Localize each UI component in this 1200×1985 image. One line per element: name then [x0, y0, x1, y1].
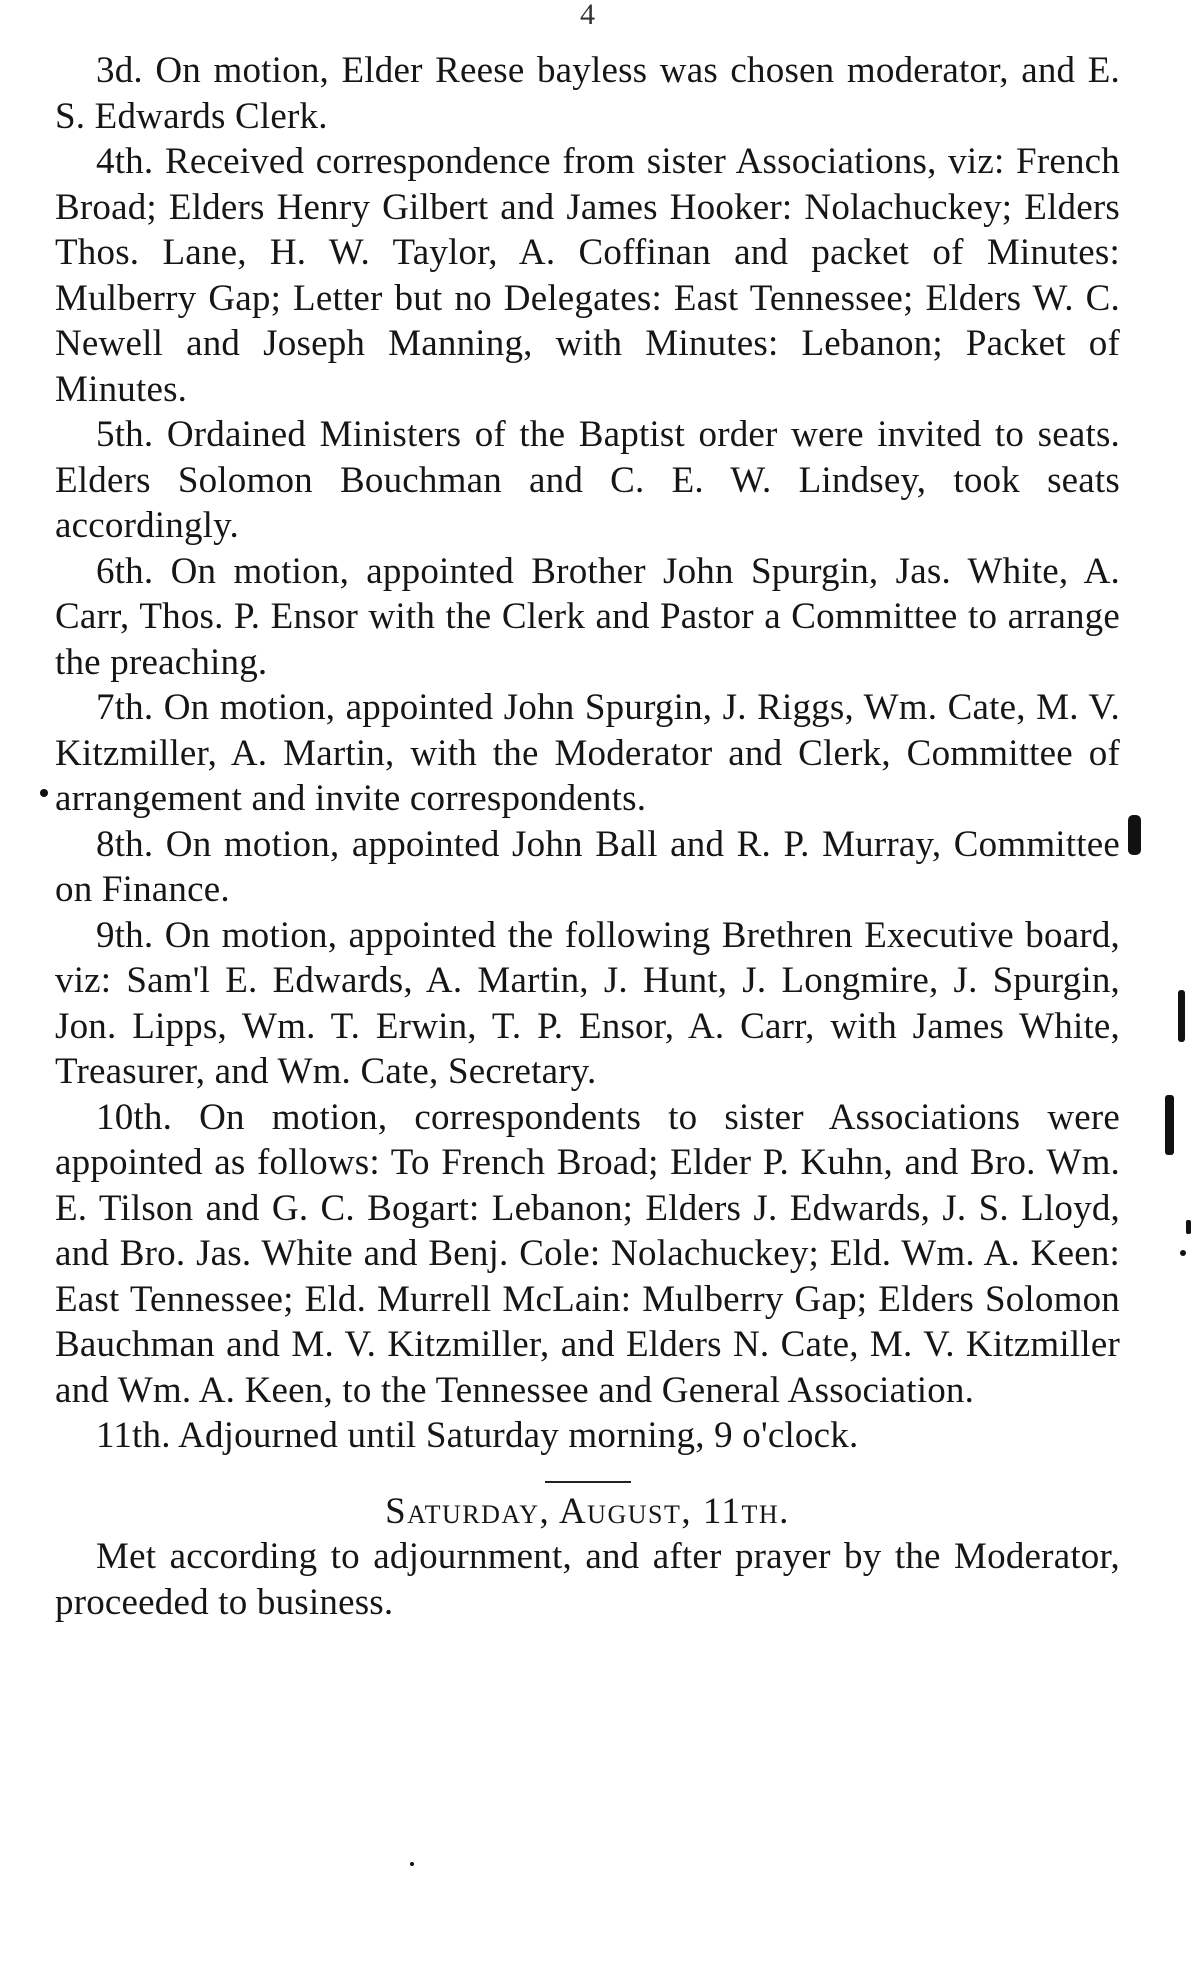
- saturday-heading: Saturday, August, 11th.: [385, 1490, 790, 1532]
- minutes-item-7: 7th. On motion, appointed John Spurgin, J. Riggs, Wm. Cate, M. V. Kitzmiller, A. Martin, with the Moderator and Clerk, Committee of arrangement and invite correspondents.: [55, 687, 1120, 819]
- page-number: 4: [580, 0, 595, 31]
- minutes-item-10: 10th. On motion, correspondents to sister Associations were appointed as follows: To French Broad; Elder P. Kuhn, and Bro. Wm. E. Tilson and G. C. Bogart: Lebanon; Elders J. Edwards, J. S. Lloyd, and Bro. Jas. White and Benj. Cole: Nolachuckey; Eld. Wm. A. Keen: East Tennessee; Eld. Murrell McLain: Mulberry Gap; Elders Solomon Bauchman and M. V. Kitzmiller, and Elders N. Cate, M. V. Kitzmiller and Wm. A. Keen, to the Tennessee and General Association.: [55, 1096, 1120, 1411]
- minutes-item-6: 6th. On motion, appointed Brother John Spurgin, Jas. White, A. Carr, Thos. P. Ensor with the Clerk and Pastor a Committee to arrange the preaching.: [55, 550, 1120, 683]
- minutes-item-9: 9th. On motion, appointed the following Brethren Executive board, viz: Sam'l E. Edwards, A. Martin, J. Hunt, J. Longmire, J. Spurgin, Jon. Lipps, Wm. T. Erwin, T. P. Ensor, A. Carr, with James White, Treasurer, and Wm. Cate, Secretary.: [55, 914, 1120, 1092]
- ink-speck: [1178, 990, 1185, 1042]
- minutes-item-8: 8th. On motion, appointed John Ball and R. P. Murray, Committee on Finance.: [55, 823, 1120, 910]
- ink-speck: [1186, 1220, 1191, 1234]
- ink-speck: [1128, 815, 1141, 855]
- ink-speck: [1180, 1250, 1186, 1256]
- minutes-item-4: 4th. Received correspondence from sister Associations, viz: French Broad; Elders Henry Gilbert and James Hooker: Nolachuckey; Elders Thos. Lane, H. W. Taylor, A. Coffinan and packet of Minutes: Mulberry Gap; Letter but no Delegates: East Tennessee; Elders W. C. Newell and Joseph Manning, with Minutes: Lebanon; Packet of Minutes.: [55, 141, 1120, 410]
- minutes-body: [55, 48, 1120, 1625]
- saturday-paragraph: Met according to adjournment, and after prayer by the Moderator, proceeded to business.: [55, 1536, 1120, 1623]
- minutes-item-5: 5th. Ordained Ministers of the Baptist order were invited to seats. Elders Solomon Bouchman and C. E. W. Lindsey, took seats accordingly.: [55, 414, 1120, 546]
- minutes-item-3: 3d. On motion, Elder Reese bayless was chosen moderator, and E. S. Edwards Clerk.: [55, 50, 1120, 137]
- ink-speck: [1165, 1095, 1174, 1155]
- ink-speck: [410, 1862, 414, 1866]
- minutes-item-11: 11th. Adjourned until Saturday morning, 9 o'clock.: [96, 1415, 859, 1456]
- section-divider: [545, 1481, 631, 1483]
- ink-speck: [40, 789, 48, 797]
